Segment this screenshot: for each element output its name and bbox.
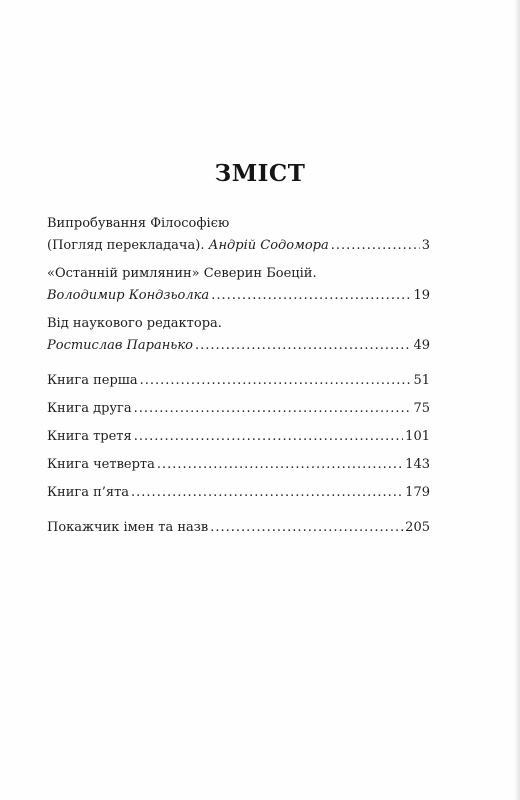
dot-leader [134, 426, 403, 448]
entry-page-number: 205 [405, 520, 430, 535]
entry-page-number: 101 [405, 429, 430, 444]
page-edge-shadow [514, 0, 520, 800]
toc-entry-editor-note[interactable] [47, 313, 430, 357]
toc-entry-boethius-essay[interactable] [47, 263, 430, 307]
entry-page-number: 179 [405, 485, 430, 500]
toc-entry-index[interactable] [47, 517, 430, 539]
toc-entry-translator-essay[interactable] [47, 213, 430, 257]
entry-author: Володимир Кондзьолка [47, 288, 210, 303]
entry-author: Андрій Содомора [208, 238, 329, 253]
entry-page-number: 3 [421, 238, 430, 253]
dot-leader [157, 454, 403, 476]
entry-page-number: 75 [413, 401, 430, 416]
entry-page-number: 51 [413, 373, 430, 388]
entry-title: Книга третя [47, 429, 132, 444]
entry-page-number: 19 [413, 288, 430, 303]
entry-title: Від наукового редактора. [47, 316, 222, 331]
entry-title: Книга четверта [47, 457, 155, 472]
entry-title-continued: (Погляд перекладача). [47, 238, 205, 253]
entry-title: Випробування Філософією [47, 216, 230, 231]
toc-entry-book-5[interactable] [47, 482, 430, 504]
toc-entry-book-2[interactable] [47, 398, 430, 420]
entry-title: Книга перша [47, 373, 138, 388]
entry-title: Покажчик імен та назв [47, 520, 209, 535]
table-of-contents [47, 213, 430, 539]
dot-leader [211, 285, 411, 307]
toc-entry-book-1[interactable] [47, 370, 430, 392]
entry-page-number: 49 [413, 338, 430, 353]
dot-leader [131, 482, 403, 504]
entry-title: Книга друга [47, 401, 132, 416]
entry-title: «Останній римлянин» Северин Боецій. [47, 266, 317, 281]
dot-leader [195, 335, 412, 357]
dot-leader [210, 517, 403, 539]
dot-leader [140, 370, 412, 392]
dot-leader [331, 235, 420, 257]
entry-page-number: 143 [405, 457, 430, 472]
entry-title: Книга п’ята [47, 485, 130, 500]
contents-heading: ЗМІСТ [214, 160, 306, 187]
toc-entry-book-3[interactable] [47, 426, 430, 448]
dot-leader [134, 398, 412, 420]
toc-entry-book-4[interactable] [47, 454, 430, 476]
entry-author: Ростислав Паранько [47, 338, 193, 353]
